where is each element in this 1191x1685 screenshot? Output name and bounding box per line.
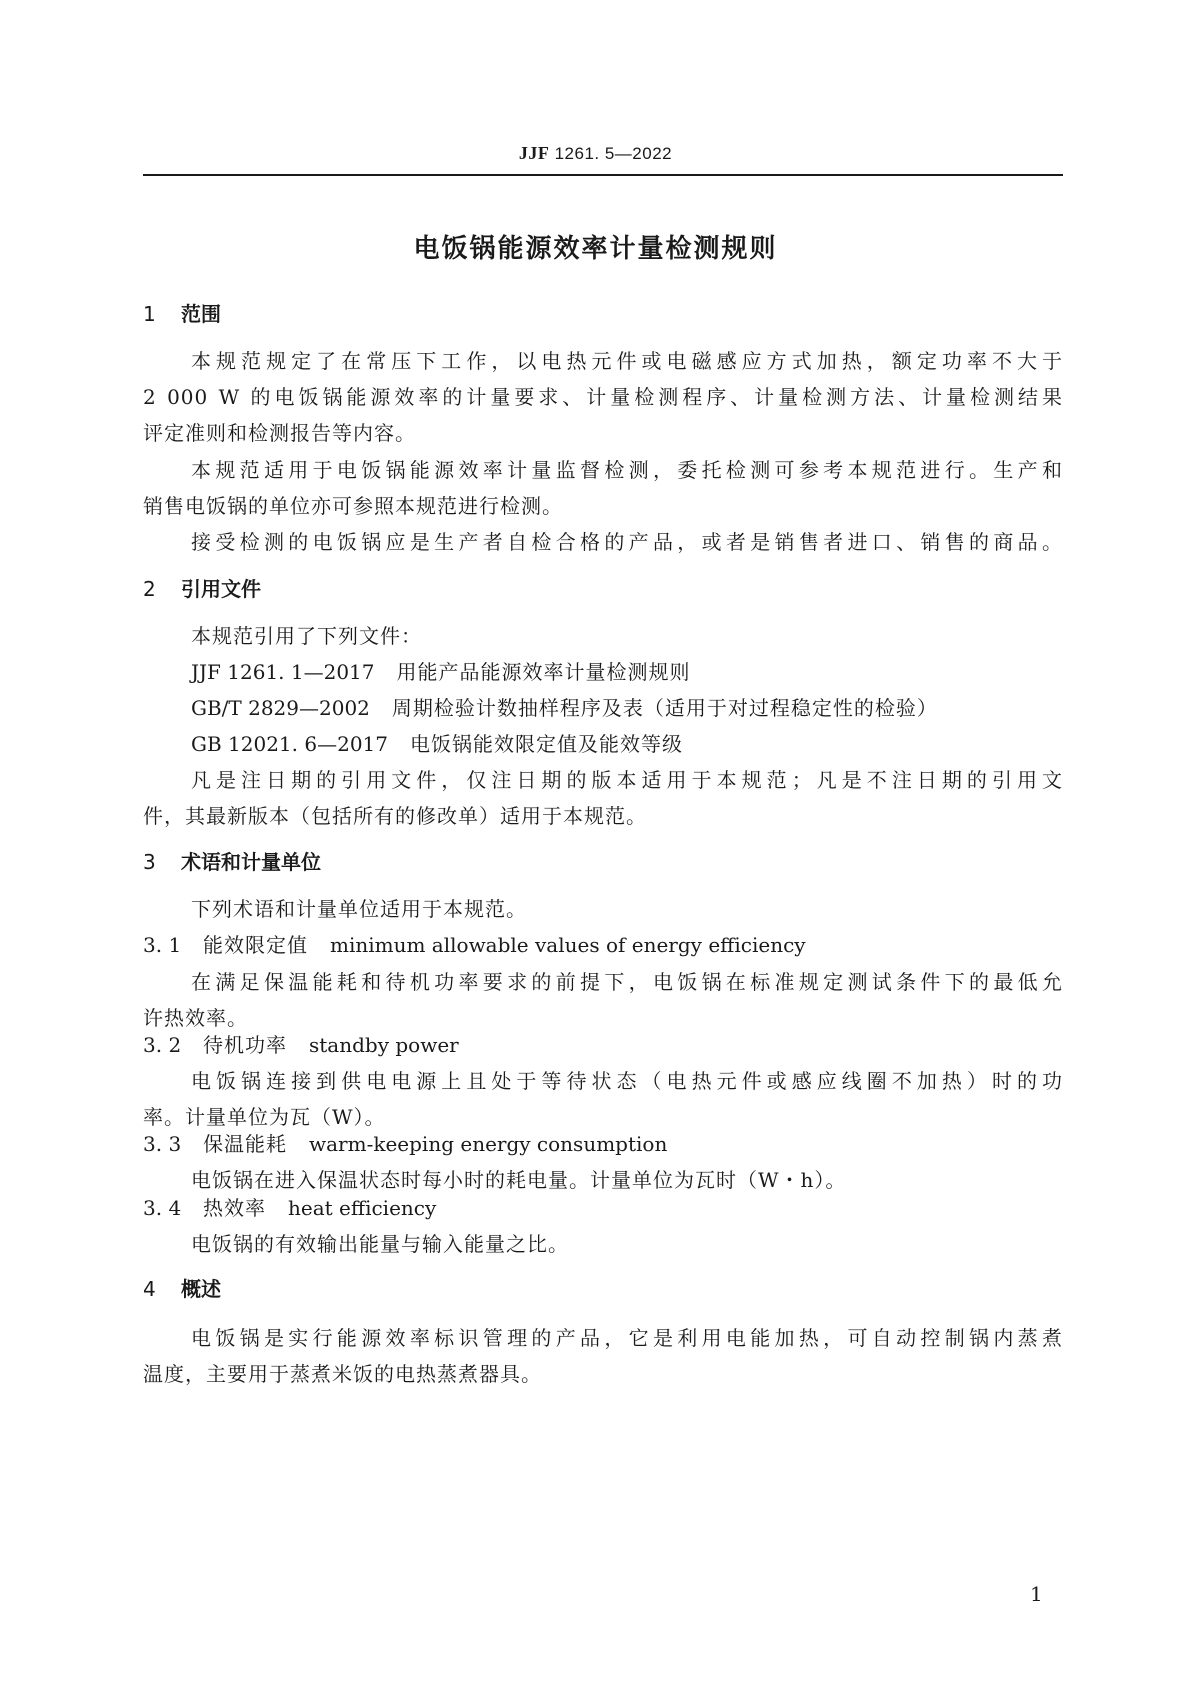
section-2-note-line-2: 件，其最新版本（包括所有的修改单）适用于本规范。 [143,804,647,828]
section-2-note-line-1: 凡是注日期的引用文件，仅注日期的版本适用于本规范；凡是不注日期的引用文 [191,768,1063,792]
section-2-heading [143,570,261,608]
section-number: 1 [143,302,156,326]
section-3-intro: 下列术语和计量单位适用于本规范。 [191,897,527,921]
term-heading [143,1026,459,1064]
running-header [0,143,1191,164]
reference-code: GB 12021. 6—2017 [191,732,388,756]
term-number: 3. 4 [143,1196,182,1220]
section-1-para-1-line-2: 2 000 W 的电饭锅能源效率的计量要求、计量检测程序、计量检测方法、计量检测结果 [143,385,1063,409]
section-1-para-3: 接受检测的电饭锅应是生产者自检合格的产品，或者是销售者进口、销售的商品。 [191,530,1063,554]
reference-item [191,653,1063,691]
term-definition-line-1: 电饭锅的有效输出能量与输入能量之比。 [191,1232,569,1256]
term-zh: 能效限定值 [203,933,308,957]
term-heading [143,926,806,964]
section-title: 范围 [181,302,221,326]
section-title: 引用文件 [181,577,261,601]
reference-code: GB/T 2829—2002 [191,696,370,720]
header-rule [143,174,1063,176]
section-title: 概述 [181,1277,221,1301]
section-1-para-2-line-2: 销售电饭锅的单位亦可参照本规范进行检测。 [143,494,563,518]
term-en: standby power [309,1033,459,1057]
header-code-rest: 1261. 5—2022 [549,144,673,163]
term-en: minimum allowable values of energy efficiency [330,933,806,957]
section-4-heading [143,1270,221,1308]
term-definition-line-2: 率。计量单位为瓦（W）。 [143,1105,386,1129]
section-1-para-1-line-3: 评定准则和检测报告等内容。 [143,421,416,445]
section-4-para-line-1: 电饭锅是实行能源效率标识管理的产品，它是利用电能加热，可自动控制锅内蒸煮 [191,1326,1063,1350]
reference-code: JJF 1261. 1—2017 [191,660,375,684]
term-en: heat efficiency [288,1196,437,1220]
document-title: 电饭锅能源效率计量检测规则 [413,234,778,264]
term-definition-line-1: 在满足保温能耗和待机功率要求的前提下，电饭锅在标准规定测试条件下的最低允 [191,970,1063,994]
term-heading [143,1189,436,1227]
term-number: 3. 2 [143,1033,182,1057]
section-3-heading [143,843,321,881]
page-number: 1 [1030,1582,1043,1606]
section-2-intro: 本规范引用了下列文件： [191,624,422,648]
section-1-heading [143,295,221,333]
reference-item [191,689,1063,727]
section-1-para-1-line-1: 本规范规定了在常压下工作，以电热元件或电磁感应方式加热，额定功率不大于 [191,349,1063,373]
section-number: 2 [143,577,156,601]
term-definition-line-2: 许热效率。 [143,1006,248,1030]
section-title: 术语和计量单位 [181,850,321,874]
term-number: 3. 3 [143,1132,182,1156]
reference-title: 电饭锅能效限定值及能效等级 [410,732,683,756]
term-heading [143,1125,667,1163]
term-zh: 保温能耗 [203,1132,287,1156]
header-code-bold: JJF [518,143,550,163]
term-en: warm-keeping energy consumption [309,1132,668,1156]
section-number: 4 [143,1277,156,1301]
reference-title: 用能产品能源效率计量检测规则 [396,660,691,684]
section-1-para-2-line-1: 本规范适用于电饭锅能源效率计量监督检测，委托检测可参考本规范进行。生产和 [191,458,1063,482]
term-zh: 待机功率 [203,1033,287,1057]
section-4-para-line-2: 温度，主要用于蒸煮米饭的电热蒸煮器具。 [143,1362,542,1386]
term-number: 3. 1 [143,933,182,957]
reference-title: 周期检验计数抽样程序及表（适用于对过程稳定性的检验） [391,696,938,720]
term-definition-line-1: 电饭锅在进入保温状态时每小时的耗电量。计量单位为瓦时（W・h）。 [191,1168,847,1192]
reference-item [191,725,1063,763]
term-definition-line-1: 电饭锅连接到供电电源上且处于等待状态（电热元件或感应线圈不加热）时的功 [191,1069,1063,1093]
section-number: 3 [143,850,156,874]
term-zh: 热效率 [203,1196,266,1220]
